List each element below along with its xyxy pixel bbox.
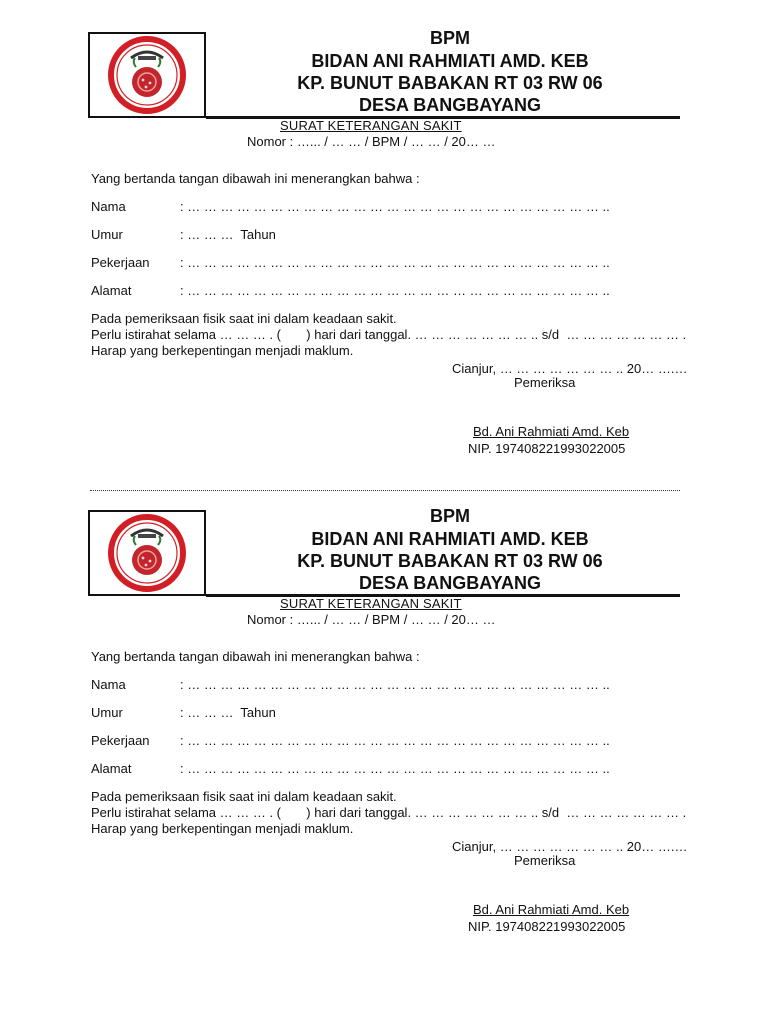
intro-text: Yang bertanda tangan dibawah ini menerangkan bahwa : [91,649,420,664]
ikatan-bidan-indonesia-logo-icon [94,36,200,114]
header-line-2: BIDAN ANI RAHMIATI AMD. KEB [311,529,589,549]
field-value-umur[interactable]: : … … … Tahun [180,705,276,720]
rest-period-line[interactable]: Perlu istirahat selama … … … . ( ) hari dari tanggal. … … … … … … … .. s/d … … … … … … … . [91,327,687,342]
ikatan-bidan-indonesia-logo-icon [94,514,200,592]
rest-period-line[interactable]: Perlu istirahat selama … … … . ( ) hari dari tanggal. … … … … … … … .. s/d … … … … … … … . [91,805,687,820]
sick-letter-form-2 [0,478,768,948]
signatory-nip: NIP. 197408221993022005 [468,441,626,456]
field-label-umur: Umur [91,227,123,242]
logo-frame [88,510,206,596]
statement-text: Pada pemeriksaan fisik saat ini dalam keadaan sakit. [91,789,397,804]
field-value-umur[interactable]: : … … … Tahun [180,227,276,242]
field-value-nama[interactable]: : … … … … … … … … … … … … … … … … … … … … … … … … … .. [180,199,610,214]
field-label-pekerjaan: Pekerjaan [91,255,150,270]
examiner-label: Pemeriksa [514,375,576,390]
signatory-name: Bd. Ani Rahmiati Amd. Keb [473,424,630,439]
signatory-name: Bd. Ani Rahmiati Amd. Keb [473,902,630,917]
statement-text: Pada pemeriksaan fisik saat ini dalam keadaan sakit. [91,311,397,326]
place-date[interactable]: Cianjur, … … … … … … … .. 20… ….… [452,839,688,854]
document-number: Nomor : …... / … … / BPM / … … / 20… … [247,134,496,149]
document-number: Nomor : …... / … … / BPM / … … / 20… … [247,612,496,627]
place-date[interactable]: Cianjur, … … … … … … … .. 20… ….… [452,361,688,376]
field-value-alamat[interactable]: : … … … … … … … … … … … … … … … … … … … … … … … … … .. [180,283,610,298]
document-title: SURAT KETERANGAN SAKIT [280,118,462,133]
field-label-nama: Nama [91,199,126,214]
field-value-pekerjaan[interactable]: : … … … … … … … … … … … … … … … … … … … … … … … … … .. [180,733,610,748]
intro-text: Yang bertanda tangan dibawah ini menerangkan bahwa : [91,171,420,186]
signatory-nip: NIP. 197408221993022005 [468,919,626,934]
header-line-1: BPM [430,28,470,48]
logo-frame [88,32,206,118]
field-label-pekerjaan: Pekerjaan [91,733,150,748]
field-value-pekerjaan[interactable]: : … … … … … … … … … … … … … … … … … … … … … … … … … .. [180,255,610,270]
examiner-label: Pemeriksa [514,853,576,868]
header-line-2: BIDAN ANI RAHMIATI AMD. KEB [311,51,589,71]
field-label-umur: Umur [91,705,123,720]
field-label-alamat: Alamat [91,761,132,776]
document-title: SURAT KETERANGAN SAKIT [280,596,462,611]
sick-letter-form-1 [0,0,768,470]
field-value-alamat[interactable]: : … … … … … … … … … … … … … … … … … … … … … … … … … .. [180,761,610,776]
field-value-nama[interactable]: : … … … … … … … … … … … … … … … … … … … … … … … … … .. [180,677,610,692]
closing-text: Harap yang berkepentingan menjadi maklum. [91,343,354,358]
header-line-1: BPM [430,506,470,526]
field-label-nama: Nama [91,677,126,692]
header-line-4: DESA BANGBAYANG [358,573,542,593]
header-line-3: KP. BUNUT BABAKAN RT 03 RW 06 [297,73,603,93]
header-line-4: DESA BANGBAYANG [358,95,542,115]
field-label-alamat: Alamat [91,283,132,298]
header-line-3: KP. BUNUT BABAKAN RT 03 RW 06 [297,551,603,571]
closing-text: Harap yang berkepentingan menjadi maklum. [91,821,354,836]
